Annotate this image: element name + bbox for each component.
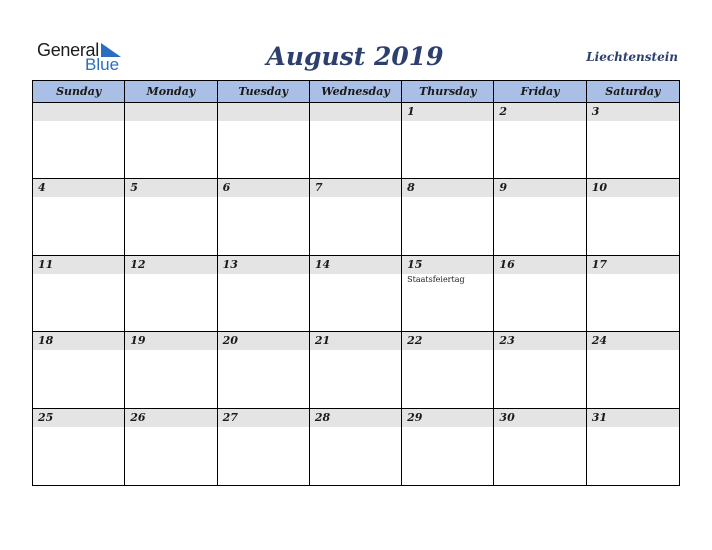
calendar-title: August 2019	[266, 42, 444, 71]
day-cell	[402, 179, 494, 255]
day-cell	[218, 256, 310, 332]
day-number	[310, 103, 401, 121]
day-cell	[494, 179, 586, 255]
day-cell	[218, 332, 310, 408]
day-cell	[494, 256, 586, 332]
country-name: Liechtenstein	[586, 50, 678, 64]
day-number	[125, 103, 216, 121]
weekday-header-saturday: Saturday	[587, 81, 679, 103]
weekday-header-friday: Friday	[494, 81, 586, 103]
day-cell	[402, 332, 494, 408]
day-number: 13	[218, 256, 309, 274]
day-number: 11	[33, 256, 124, 274]
day-cell	[587, 409, 679, 485]
weekday-header-tuesday: Tuesday	[218, 81, 310, 103]
day-number: 3	[587, 103, 679, 121]
day-number: 22	[402, 332, 493, 350]
day-cell	[310, 332, 402, 408]
day-cell	[33, 179, 125, 255]
day-cell	[310, 179, 402, 255]
day-cell	[125, 179, 217, 255]
day-number: 19	[125, 332, 216, 350]
day-cell	[33, 332, 125, 408]
day-cell	[402, 103, 494, 179]
day-cell	[33, 103, 125, 179]
day-cell	[125, 103, 217, 179]
day-number: 16	[494, 256, 585, 274]
day-number: 4	[33, 179, 124, 197]
day-number: 29	[402, 409, 493, 427]
day-number: 17	[587, 256, 679, 274]
day-cell	[125, 409, 217, 485]
weekday-header-monday: Monday	[125, 81, 217, 103]
day-number: 1	[402, 103, 493, 121]
day-cell	[402, 256, 494, 332]
day-number: 8	[402, 179, 493, 197]
day-number: 25	[33, 409, 124, 427]
day-cell	[33, 409, 125, 485]
day-number	[33, 103, 124, 121]
holiday-label: Staatsfeiertag	[407, 274, 465, 284]
day-number: 26	[125, 409, 216, 427]
day-cell	[310, 256, 402, 332]
day-number: 24	[587, 332, 679, 350]
day-cell	[587, 332, 679, 408]
weekday-header-sunday: Sunday	[33, 81, 125, 103]
day-cell	[402, 409, 494, 485]
day-number: 10	[587, 179, 679, 197]
day-number: 18	[33, 332, 124, 350]
day-number: 30	[494, 409, 585, 427]
generalblue-logo	[37, 40, 127, 74]
day-cell	[33, 256, 125, 332]
day-cell	[125, 256, 217, 332]
day-number: 9	[494, 179, 585, 197]
day-number: 31	[587, 409, 679, 427]
day-cell	[494, 409, 586, 485]
day-number: 27	[218, 409, 309, 427]
day-cell	[494, 103, 586, 179]
day-cell	[218, 103, 310, 179]
logo-blue-text: Blue	[85, 55, 120, 74]
day-cell	[587, 179, 679, 255]
day-number: 2	[494, 103, 585, 121]
calendar-grid	[32, 80, 680, 486]
logo-general-text: General	[37, 40, 99, 60]
day-number: 12	[125, 256, 216, 274]
day-cell	[218, 409, 310, 485]
day-number: 7	[310, 179, 401, 197]
day-number: 21	[310, 332, 401, 350]
day-number: 14	[310, 256, 401, 274]
day-cell	[310, 409, 402, 485]
day-number: 15	[402, 256, 493, 274]
day-cell	[218, 179, 310, 255]
day-cell	[310, 103, 402, 179]
day-number	[218, 103, 309, 121]
weekday-header-wednesday: Wednesday	[310, 81, 402, 103]
day-cell	[125, 332, 217, 408]
day-cell	[494, 332, 586, 408]
day-number: 28	[310, 409, 401, 427]
day-number: 6	[218, 179, 309, 197]
day-cell	[587, 103, 679, 179]
day-number: 20	[218, 332, 309, 350]
day-number: 23	[494, 332, 585, 350]
day-cell	[587, 256, 679, 332]
day-number: 5	[125, 179, 216, 197]
weekday-header-thursday: Thursday	[402, 81, 494, 103]
